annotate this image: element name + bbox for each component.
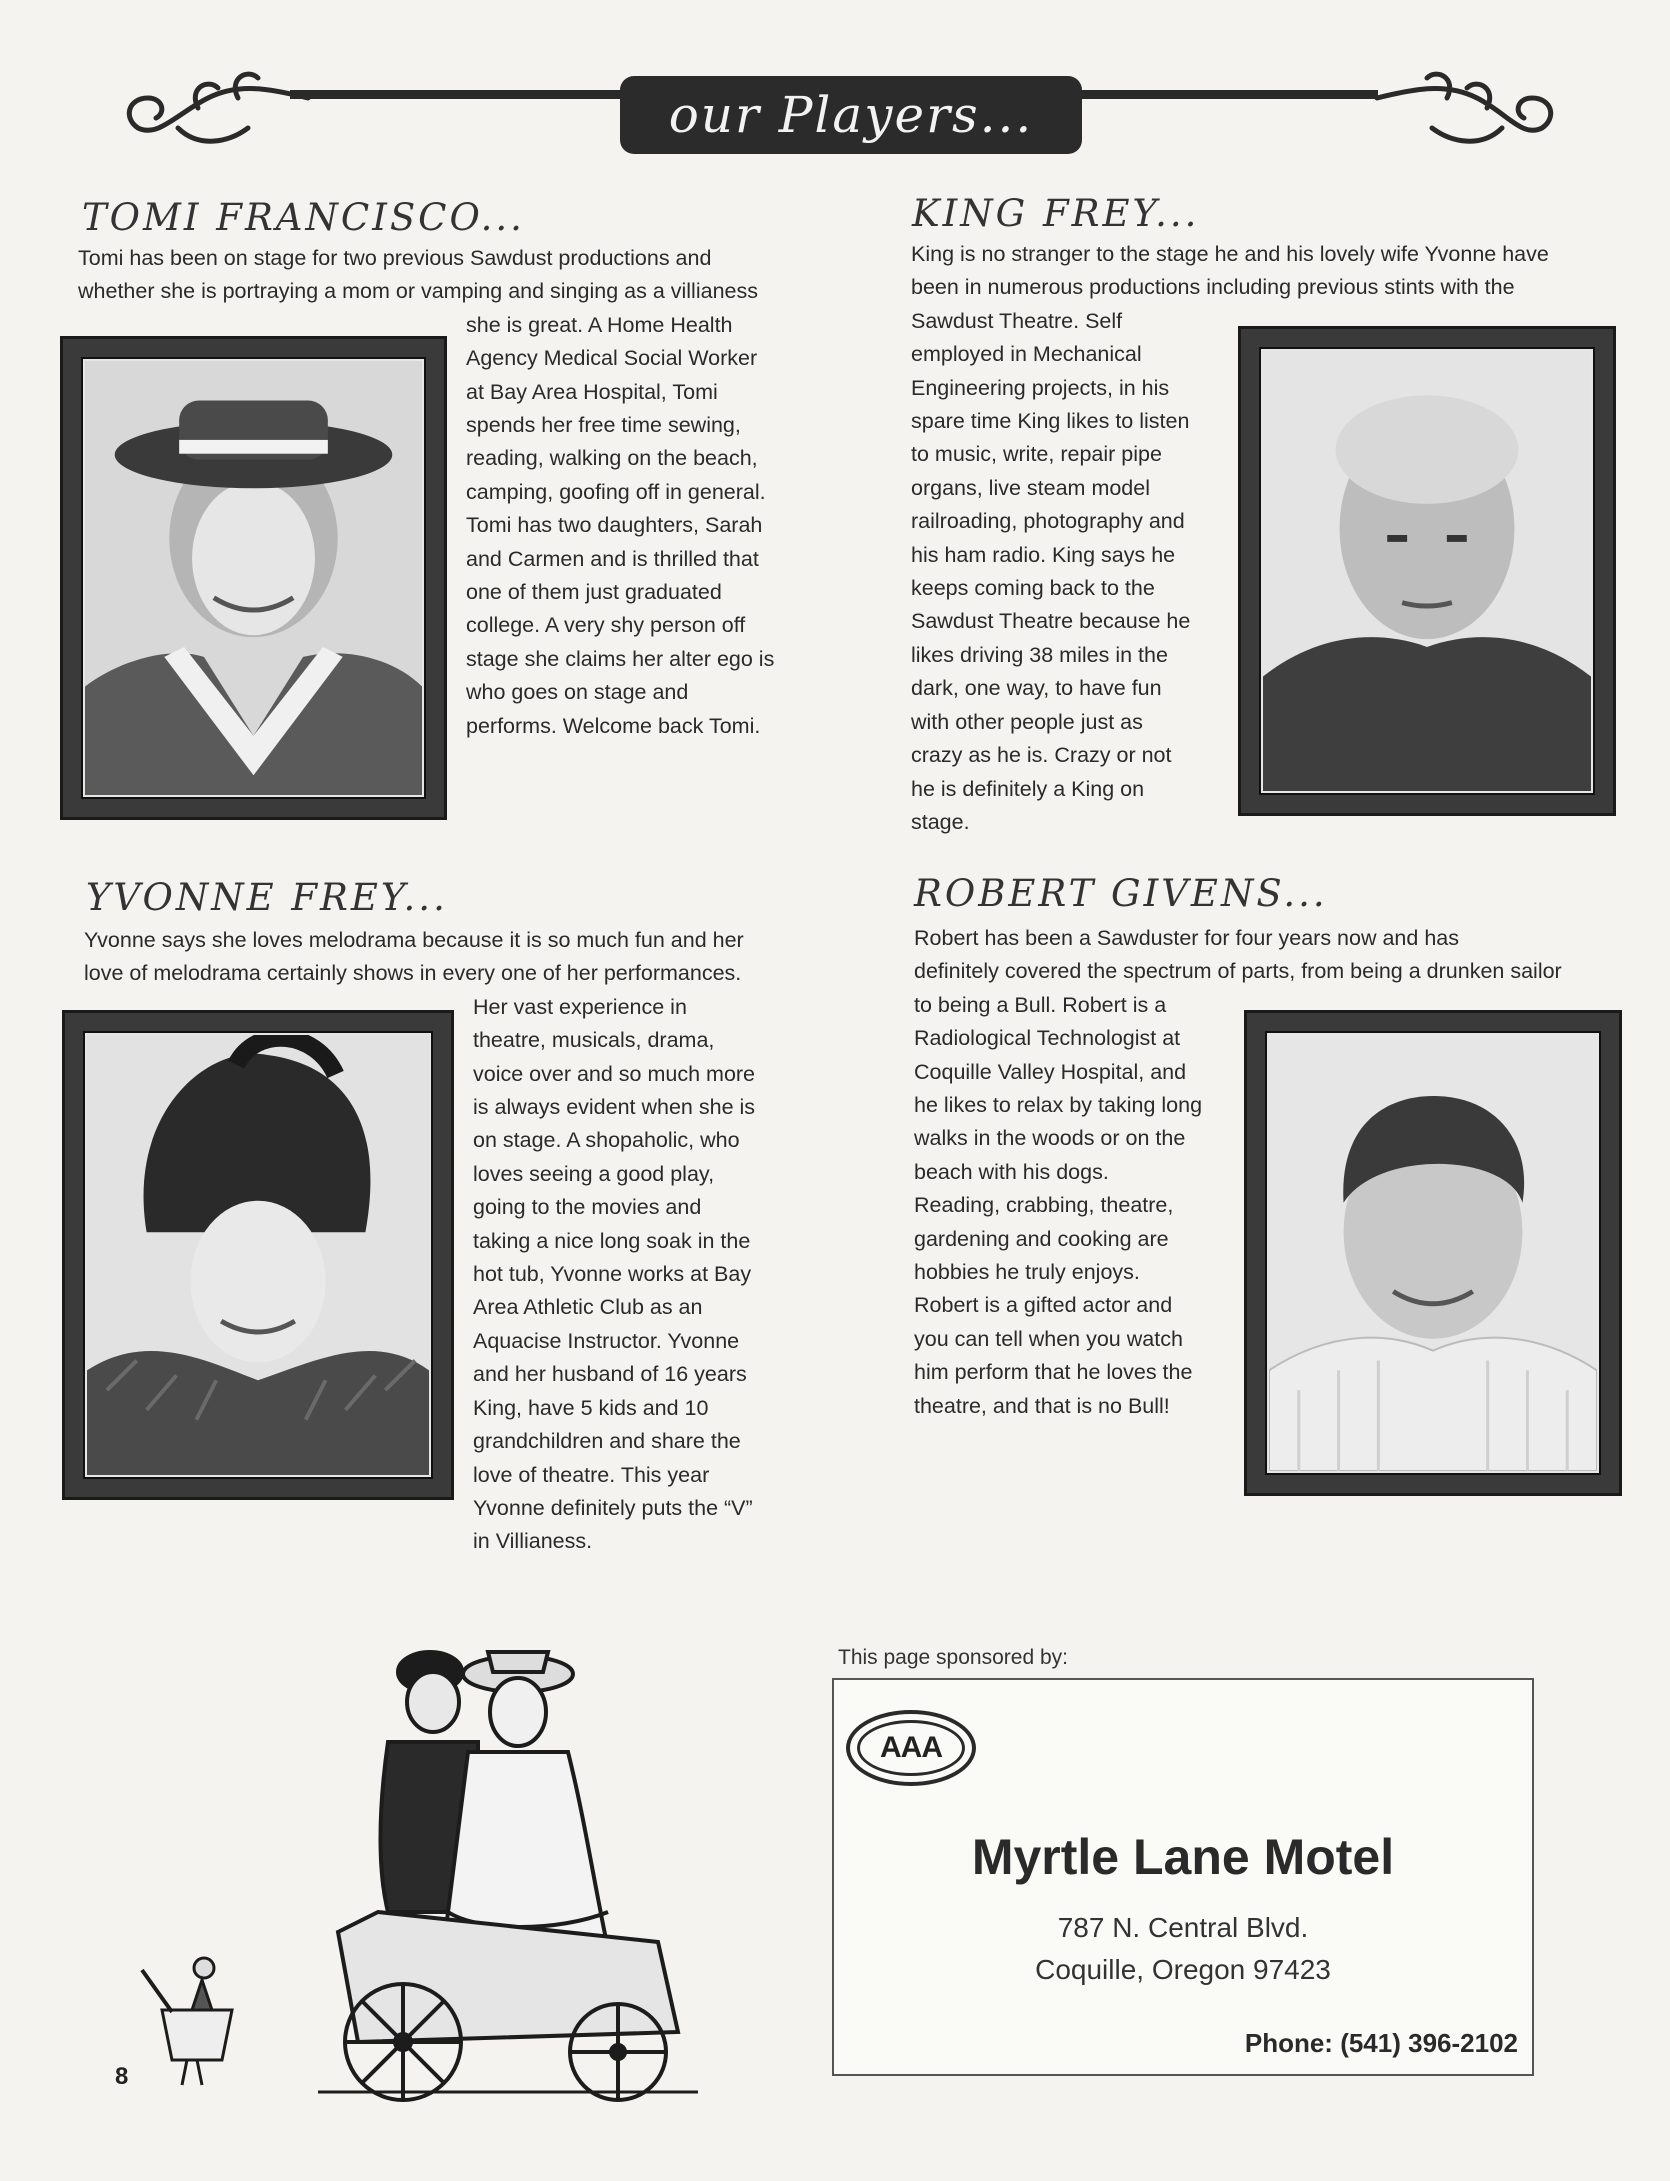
header-rule-left	[290, 90, 625, 99]
header-rule-right	[1078, 90, 1378, 99]
motel-address-line1: 787 N. Central Blvd.	[1057, 1912, 1309, 1943]
motel-name: Myrtle Lane Motel	[971, 1829, 1395, 1885]
bio-king: King is no stranger to the stage he and his lovely wife Yvonne have been in numerous productions including previous stints with the Sawdust Theatre. Self employed in Mechanical Engineering projects, in his spare time King likes to listen to music, write, repair pipe organs, live steam model railroading, photography and his ham radio. King says he keeps coming back to the Sawdust Theatre because he likes driving 38 miles in the dark, one way, to have fun with other people just as crazy as he is. Crazy or not he is definitely a King on stage.	[911, 242, 1549, 834]
sponsor-ad	[832, 1678, 1534, 2076]
section-title: our Players...	[620, 76, 1082, 154]
antique-car-illustration	[318, 1612, 698, 2112]
player-name-robert: ROBERT GIVENS...	[914, 872, 1328, 915]
player-name-tomi: TOMI FRANCISCO...	[82, 196, 525, 239]
bio-tomi: Tomi has been on stage for two previous Sawdust productions and whether she is portraying a mom or vamping and singing as a villianess she is great. A Home Health Agency Medical Social Worker at Bay Area Hospital, Tomi spends her free time sewing, reading, walking on the beach, camping, goofing off in general. Tomi has two daughters, Sarah and Carmen and is thrilled that one of them just graduated college. A very shy person off stage she claims her alter ego is who goes on stage and performs. Welcome back Tomi.	[78, 246, 775, 738]
left-scroll-ornament	[118, 58, 318, 158]
sponsor-label: This page sponsored by:	[838, 1646, 1068, 1669]
player-name-king: KING FREY...	[912, 192, 1200, 235]
player-name-yvonne: YVONNE FREY...	[86, 876, 448, 919]
aaa-logo	[846, 1710, 976, 1786]
aaa-logo-text: AAA	[880, 1731, 942, 1764]
motel-phone: Phone: (541) 396-2102	[1244, 2028, 1518, 2058]
bio-robert: Robert has been a Sawduster for four years now and has definitely covered the spectrum of parts, from being a drunken sailor to being a Bull. Robert is a Radiological Technologist at Coquille Valley Hospital, and he likes to relax by taking long walks in the woods or on the beach with his dogs. Reading, crabbing, theatre, gardening and cooking are hobbies he truly enjoys. Robert is a gifted actor and you can tell when you watch him perform that he loves the theatre, and that is no Bull!	[914, 926, 1562, 1418]
dancer-illustration	[132, 1950, 242, 2090]
right-scroll-ornament	[1372, 58, 1562, 158]
bio-yvonne: Yvonne says she loves melodrama because it is so much fun and her love of melodrama certainly shows in every one of her performances. Her vast experience in theatre, musicals, drama, voice over and so much more is always evident when she is on stage. A shopaholic, who loves seeing a good play, going to the movies and taking a nice long soak in the hot tub, Yvonne works at Bay Area Athletic Club as an Aquacise Instructor. Yvonne and her husband of 16 years King, have 5 kids and 10 grandchildren and share the love of theatre. This year Yvonne definitely puts the “V” in Villianess.	[84, 928, 756, 1554]
motel-address-line2: Coquille, Oregon 97423	[1035, 1954, 1331, 1985]
page-number: 8	[115, 2063, 129, 2090]
